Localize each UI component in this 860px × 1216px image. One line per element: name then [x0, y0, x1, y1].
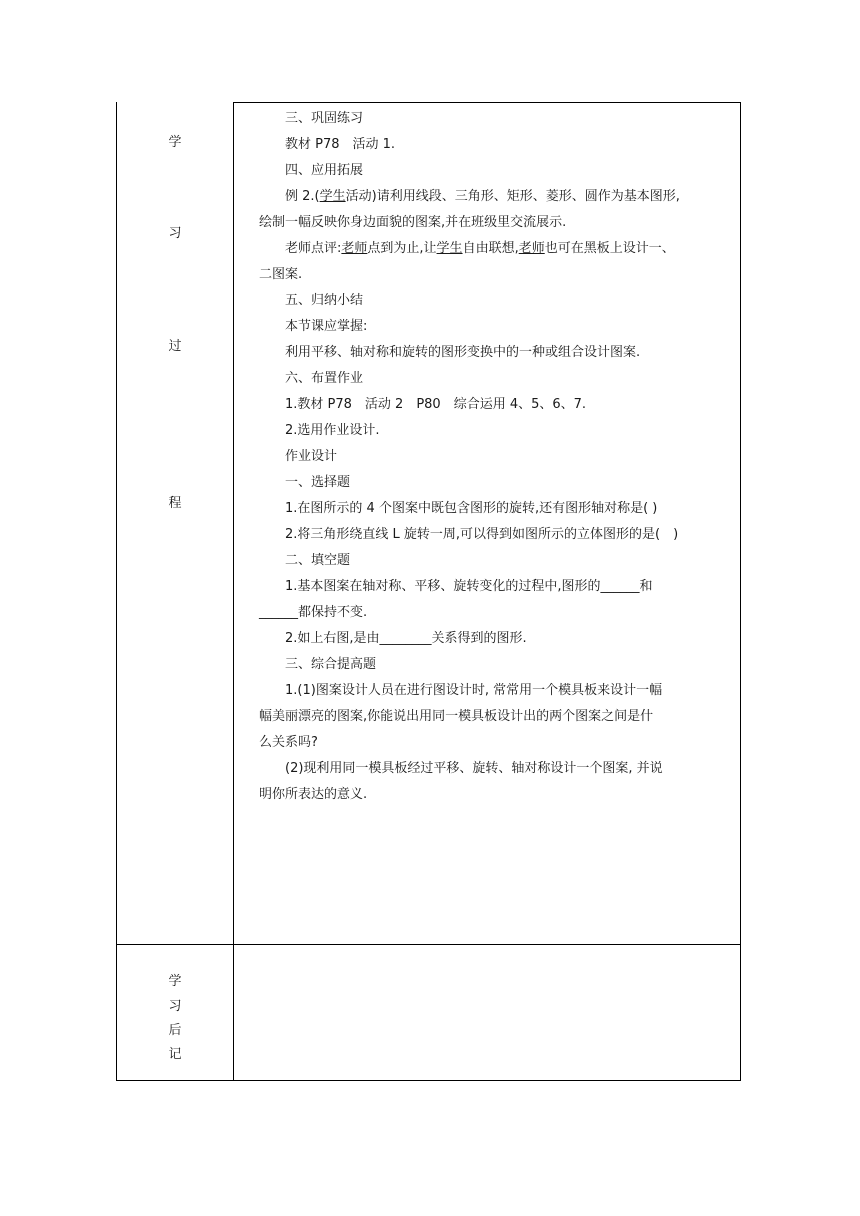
table-row-divider [116, 944, 741, 945]
text-span: 点到为止,让 [367, 241, 437, 256]
row-label-char: 过 [168, 339, 182, 354]
section-title: 一、选择题 [285, 475, 351, 490]
question-line: (2)现利用同一模具板经过平移、旋转、轴对称设计一个图案, 并说 [285, 761, 663, 776]
homework-item: 2.选用作业设计. [285, 423, 380, 438]
underlined-term: 老师 [341, 241, 368, 256]
underlined-term: 学生 [319, 189, 346, 204]
row-label-char: 习 [168, 999, 182, 1014]
table-left-border [116, 102, 117, 1081]
homework-item: 1.教材 P78 活动 2 P80 综合运用 4、5、6、7. [285, 397, 587, 412]
section-title: 三、巩固练习 [285, 111, 364, 126]
section-title: 六、布置作业 [285, 371, 364, 386]
question-line: 2.如上右图,是由________关系得到的图形. [285, 631, 527, 646]
question-line: 2.将三角形绕直线 L 旋转一周,可以得到如图所示的立体图形的是( ) [285, 527, 679, 542]
section-title: 二、填空题 [285, 553, 351, 568]
row-label-char: 程 [168, 496, 182, 511]
section-title: 作业设计 [285, 449, 338, 464]
text-span: 活动)请利用线段、三角形、矩形、菱形、圆作为基本图形, [345, 189, 680, 204]
question-line: ______都保持不变. [259, 605, 368, 620]
underlined-term: 老师 [518, 241, 545, 256]
section-title: 四、应用拓展 [285, 163, 364, 178]
row-label-char: 后 [168, 1023, 182, 1038]
section-title: 五、归纳小结 [285, 293, 364, 308]
summary-line: 本节课应掌握: [285, 319, 368, 334]
row-label-char: 学 [168, 135, 182, 150]
question-line: 明你所表达的意义. [259, 787, 368, 802]
text-span: 老师点评: [285, 241, 342, 256]
underlined-term: 学生 [436, 241, 463, 256]
table-bottom-border [116, 1080, 741, 1081]
section-title: 三、综合提高题 [285, 657, 377, 672]
row-label-char: 记 [168, 1047, 182, 1062]
example-line: 绘制一幅反映你身边面貌的图案,并在班级里交流展示. [259, 215, 567, 230]
text-span: 自由联想, [462, 241, 519, 256]
table-top-border [233, 102, 741, 103]
question-line: 1.基本图案在轴对称、平移、旋转变化的过程中,图形的______和 [285, 579, 653, 594]
teacher-comment [259, 236, 737, 262]
example-line [259, 184, 737, 210]
exercise-item: 教材 P78 活动 1. [285, 137, 396, 152]
row-label-char: 学 [168, 974, 182, 989]
question-line: 幅美丽漂亮的图案,你能说出用同一模具板设计出的两个图案之间是什 [259, 709, 654, 724]
text-span: 也可在黑板上设计一、 [544, 241, 675, 256]
row-label-char: 习 [168, 226, 182, 241]
table-right-border [740, 102, 741, 1081]
question-line: 么关系吗? [259, 735, 318, 750]
text-span: 例 2.( [285, 189, 320, 204]
question-line: 1.在图所示的 4 个图案中既包含图形的旋转,还有图形轴对称是( ) [285, 501, 658, 516]
table-column-divider [233, 102, 234, 1081]
lesson-content [259, 106, 737, 808]
summary-line: 利用平移、轴对称和旋转的图形变换中的一种或组合设计图案. [285, 345, 641, 360]
question-line: 1.(1)图案设计人员在进行图设计时, 常常用一个模具板来设计一幅 [285, 683, 663, 698]
teacher-comment: 二图案. [259, 267, 303, 282]
